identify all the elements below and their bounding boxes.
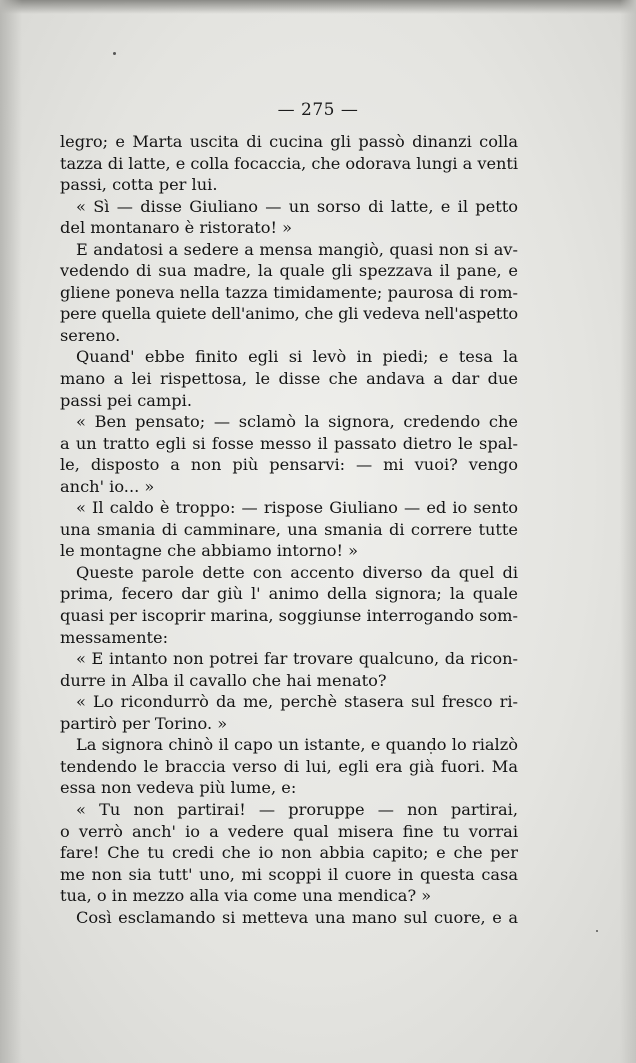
text-line: pere quella quiete dell'animo, che gli vedeva nell'aspetto: [60, 304, 518, 324]
text-line: « Sì — disse Giuliano — un sorso di latte, e il petto: [76, 196, 518, 216]
text-line: mano a lei rispettosa, le disse che andava a dar due: [60, 369, 518, 389]
text-line: sereno.: [60, 325, 121, 345]
text-line: una smania di camminare, una smania di correre tutte: [60, 519, 518, 539]
text-line: « Il caldo è troppo: — rispose Giuliano — ed io sento: [76, 498, 518, 518]
text-line: a un tratto egli si fosse messo il passato dietro le spal-: [60, 433, 518, 453]
text-line: vedendo di sua madre, la quale gli spezzava il pane, e: [60, 261, 518, 281]
text-line: durre in Alba il cavallo che hai menato?: [60, 670, 387, 690]
text-line: « Tu non partirai! — proruppe — non partirai,: [76, 799, 518, 819]
page-left-shadow: [0, 0, 22, 1063]
text-line: anch' io... »: [60, 476, 155, 496]
body-text: [60, 131, 518, 928]
text-line: del montanaro è ristorato! »: [60, 218, 293, 238]
text-line: le montagne che abbiamo intorno! »: [60, 541, 359, 561]
text-line: tua, o in mezzo alla via come una mendica? »: [60, 886, 432, 906]
text-line: partirò per Torino. »: [60, 713, 228, 733]
text-line: Queste parole dette con accento diverso da quel di: [76, 562, 518, 582]
text-line: « E intanto non potrei far trovare qualcuno, da ricon-: [76, 649, 518, 669]
text-line: passi, cotta per lui.: [60, 175, 218, 195]
text-line: messamente:: [60, 627, 169, 647]
text-line: passi pei campi.: [60, 390, 192, 410]
text-line: E andatosi a sedere a mensa mangiò, quasi non si av-: [76, 239, 518, 259]
text-line: « Lo ricondurrò da me, perchè stasera sul fresco ri-: [76, 692, 518, 712]
text-line: gliene poneva nella tazza timidamente; paurosa di rom-: [60, 282, 518, 302]
text-line: essa non vedeva più lume, e:: [60, 778, 297, 798]
text-line: o verrò anch' io a vedere qual misera fine tu vorrai: [60, 821, 518, 841]
text-line: La signora chinò il capo un istante, e quando lo rialzò: [76, 735, 518, 755]
text-line: legro; e Marta uscita di cucina gli passò dinanzi colla: [60, 132, 518, 151]
text-line: Così esclamando si metteva una mano sul cuore, e a: [76, 907, 518, 927]
text-line: tendendo le braccia verso di lui, egli era già fuori. Ma: [60, 756, 518, 776]
text-line: quasi per iscoprir marina, soggiunse interrogando som-: [60, 606, 518, 626]
text-line: « Ben pensato; — sclamò la signora, credendo che: [76, 412, 518, 432]
text-line: fare! Che tu credi che io non abbia capito; e che per: [60, 843, 518, 863]
paper-speck: [113, 52, 116, 55]
paper-speck: [596, 930, 598, 932]
text-line: prima, fecero dar giù l' animo della signora; la quale: [60, 584, 518, 604]
page-number: — 275 —: [277, 100, 359, 120]
page-top-shadow: [0, 0, 636, 14]
text-line: Quand' ebbe finito egli si levò in piedi; e tesa la: [76, 347, 518, 367]
text-line: me non sia tutt' uno, mi scoppi il cuore in questa casa: [60, 864, 518, 884]
text-line: tazza di latte, e colla focaccia, che odorava lungi a venti: [60, 153, 519, 173]
text-line: le, disposto a non più pensarvi: — mi vuoi? vengo: [60, 455, 518, 475]
page-right-shadow: [620, 0, 636, 1063]
